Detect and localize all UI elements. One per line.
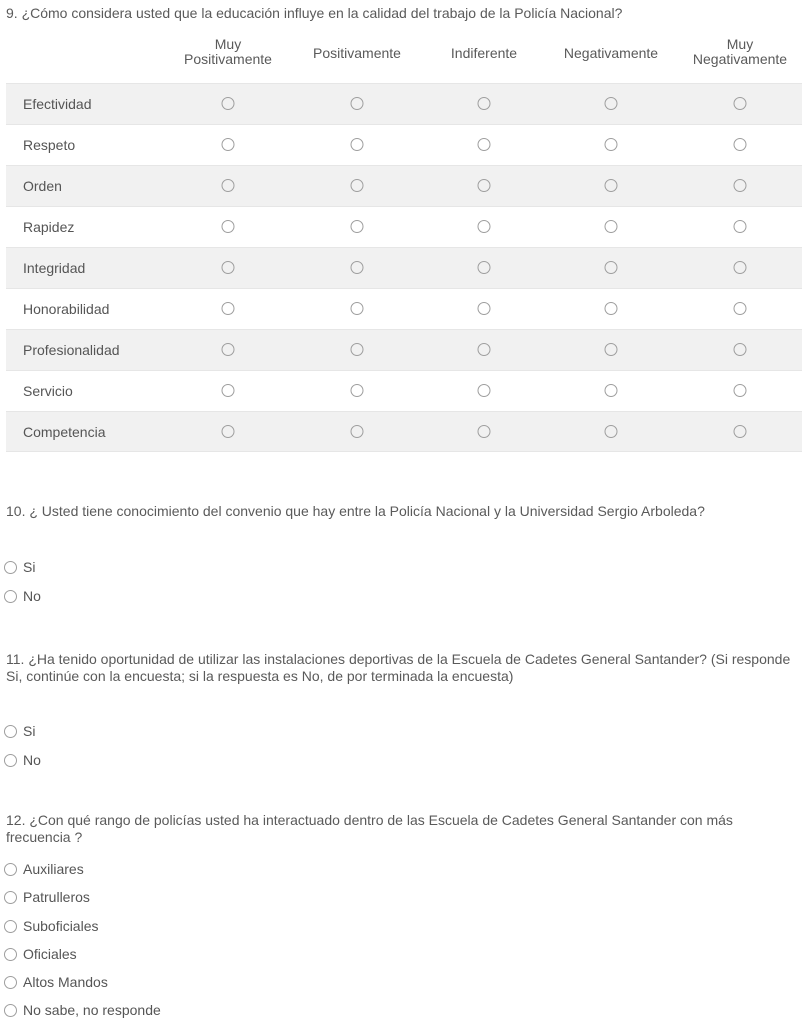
radio-option-label: Si xyxy=(23,559,36,575)
grid-radio-button[interactable] xyxy=(734,261,747,274)
radio-button[interactable] xyxy=(4,891,17,904)
grid-radio-button[interactable] xyxy=(222,343,235,356)
grid-radio-button[interactable] xyxy=(222,302,235,315)
grid-row-label: Orden xyxy=(23,178,62,194)
grid-radio-button[interactable] xyxy=(605,343,618,356)
grid-radio-button[interactable] xyxy=(478,97,491,110)
grid-radio-button[interactable] xyxy=(222,220,235,233)
question-12-title: 12. ¿Con qué rango de policías usted ha interactuado dentro de las Escuela de Cadetes General Santander con más frecuencia ? xyxy=(6,812,733,845)
radio-option-label: Altos Mandos xyxy=(23,974,108,991)
grid-row xyxy=(6,165,802,206)
grid-radio-button[interactable] xyxy=(605,425,618,438)
grid-radio-button[interactable] xyxy=(222,97,235,110)
grid-row xyxy=(6,206,802,247)
grid-row-label: Competencia xyxy=(23,424,106,440)
grid-radio-button[interactable] xyxy=(351,179,364,192)
grid-radio-button[interactable] xyxy=(605,179,618,192)
grid-radio-button[interactable] xyxy=(351,138,364,151)
radio-option-label: Oficiales xyxy=(23,945,77,962)
grid-radio-button[interactable] xyxy=(734,384,747,397)
radio-button[interactable] xyxy=(4,725,17,738)
grid-row-label: Servicio xyxy=(23,383,73,399)
grid-radio-button[interactable] xyxy=(734,425,747,438)
grid-radio-button[interactable] xyxy=(605,97,618,110)
grid-radio-button[interactable] xyxy=(222,261,235,274)
grid-row xyxy=(6,288,802,329)
grid-radio-button[interactable] xyxy=(478,220,491,233)
col-head-muy-positivamente: Muy Positivamente xyxy=(184,36,272,67)
grid-radio-button[interactable] xyxy=(734,97,747,110)
grid-radio-button[interactable] xyxy=(605,384,618,397)
grid-radio-button[interactable] xyxy=(222,384,235,397)
grid-radio-button[interactable] xyxy=(734,138,747,151)
grid-radio-button[interactable] xyxy=(605,302,618,315)
question-10-title: 10. ¿ Usted tiene conocimiento del convenio que hay entre la Policía Nacional y la Universidad Sergio Arboleda? xyxy=(6,503,705,519)
radio-button[interactable] xyxy=(4,863,17,876)
grid-radio-button[interactable] xyxy=(478,179,491,192)
grid-radio-button[interactable] xyxy=(222,138,235,151)
grid-radio-button[interactable] xyxy=(351,343,364,356)
grid-radio-button[interactable] xyxy=(478,425,491,438)
grid-radio-button[interactable] xyxy=(734,179,747,192)
grid-radio-button[interactable] xyxy=(605,261,618,274)
grid-row xyxy=(6,411,802,452)
radio-button[interactable] xyxy=(4,976,17,989)
grid-radio-button[interactable] xyxy=(478,261,491,274)
radio-option-label: Auxiliares xyxy=(23,861,84,877)
col-head-muy-negativamente: Muy Negativamente xyxy=(692,36,788,67)
grid-radio-button[interactable] xyxy=(222,179,235,192)
grid-radio-button[interactable] xyxy=(351,261,364,274)
radio-option-label: No sabe, no responde xyxy=(23,1002,161,1019)
grid-row-label: Integridad xyxy=(23,260,86,276)
grid-radio-button[interactable] xyxy=(478,138,491,151)
radio-button[interactable] xyxy=(4,754,17,767)
grid-row xyxy=(6,124,802,165)
grid-radio-button[interactable] xyxy=(605,220,618,233)
grid-row xyxy=(6,83,802,124)
radio-option-label: Si xyxy=(23,723,36,739)
grid-radio-button[interactable] xyxy=(478,302,491,315)
radio-option-label: No xyxy=(23,752,41,768)
col-head-negativamente: Negativamente xyxy=(563,45,659,61)
radio-option-label: No xyxy=(23,588,41,604)
radio-button[interactable] xyxy=(4,948,17,961)
grid-row xyxy=(6,329,802,370)
grid-radio-button[interactable] xyxy=(222,425,235,438)
grid-radio-button[interactable] xyxy=(351,425,364,438)
grid-radio-button[interactable] xyxy=(351,302,364,315)
question-9-title: 9. ¿Cómo considera usted que la educación influye en la calidad del trabajo de la Policía Nacional? xyxy=(6,5,623,21)
radio-option-label: Patrulleros xyxy=(23,889,90,906)
grid-radio-button[interactable] xyxy=(734,220,747,233)
radio-button[interactable] xyxy=(4,1004,17,1017)
q9-grid-rows xyxy=(6,83,802,452)
grid-row xyxy=(6,247,802,288)
grid-radio-button[interactable] xyxy=(351,384,364,397)
grid-row-label: Profesionalidad xyxy=(23,342,120,358)
grid-radio-button[interactable] xyxy=(734,343,747,356)
col-head-indiferente: Indiferente xyxy=(450,45,518,61)
grid-radio-button[interactable] xyxy=(351,97,364,110)
radio-option-label: Suboficiales xyxy=(23,917,99,934)
grid-radio-button[interactable] xyxy=(605,138,618,151)
grid-radio-button[interactable] xyxy=(351,220,364,233)
q9-grid-header xyxy=(6,33,802,83)
grid-row xyxy=(6,370,802,411)
question-11-title: 11. ¿Ha tenido oportunidad de utilizar las instalaciones deportivas de la Escuela de Cadetes General Santander? (Si responde Si, continúe con la encuesta; si la respuesta es No, de por terminada la encuesta) xyxy=(6,651,791,684)
grid-row-label: Rapidez xyxy=(23,219,75,235)
grid-row-label: Honorabilidad xyxy=(23,301,110,317)
radio-button[interactable] xyxy=(4,561,17,574)
grid-radio-button[interactable] xyxy=(478,343,491,356)
grid-radio-button[interactable] xyxy=(734,302,747,315)
grid-row-label: Respeto xyxy=(23,137,76,153)
grid-radio-button[interactable] xyxy=(478,384,491,397)
col-head-positivamente: Positivamente xyxy=(313,45,401,61)
radio-button[interactable] xyxy=(4,590,17,603)
radio-button[interactable] xyxy=(4,920,17,933)
grid-row-label: Efectividad xyxy=(23,96,92,112)
q9-grid xyxy=(6,33,802,452)
